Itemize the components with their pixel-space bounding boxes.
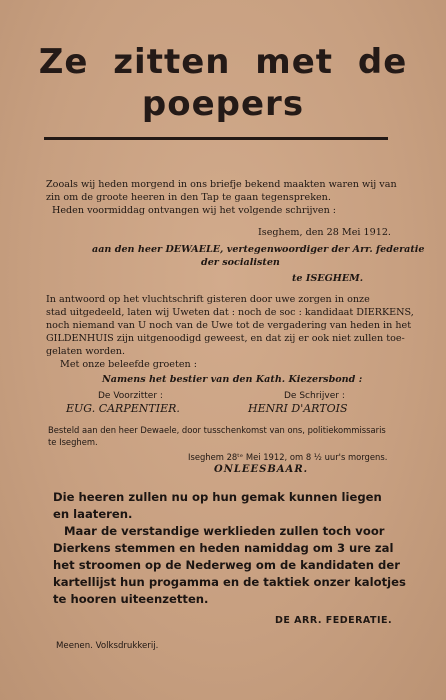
committee: Namens het bestier van den Kath. Kiezersbond : [102,374,363,385]
body-line-5: gelaten worden. [46,346,125,357]
closing-line-6: kartellijst hun progamma en de taktiek onzer kalotjes [53,575,406,589]
intro-line-2: zin om de groote heeren in den Tap te gaan tegenspreken. [46,192,331,203]
chair-name: EUG. CARPENTIER. [66,402,180,415]
delivered-line-1: Besteld aan den heer Dewaele, door tusschenkomst van ons, politiekommissaris [48,425,386,435]
secretary-label: De Schrijver : [284,391,345,401]
secretary-name: HENRI D'ARTOIS [248,402,348,415]
closing-line-5: het stroomen op de Nederweg om de kandidaten der [53,558,400,572]
title-divider [44,137,388,140]
addressee-line-2: der socialisten [201,257,280,268]
federation-signature: DE ARR. FEDERATIE. [275,615,393,626]
closing-line-2: en laateren. [53,507,133,521]
closing-line-4: Dierkens stemmen en heden namiddag om 3 ure zal [53,541,394,555]
chair-label: De Voorzitter : [98,391,163,401]
body-line-1: In antwoord op het vluchtschrift gisteren door uwe zorgen in onze [46,294,370,305]
delivered-date: Iseghem 28ᵗᵉ Mei 1912, om 8 ½ uur's morgens. [188,452,388,462]
delivered-line-2: te Iseghem. [48,437,98,447]
addressee-line-3: te ISEGHEM. [292,273,364,284]
poster-title-line-1: Ze zitten met de [38,42,408,82]
intro-line-3: Heden voormiddag ontvangen wij het volgende schrijven : [52,205,337,216]
body-line-3: noch niemand van U noch van de Uwe tot de vergadering van heden in het [46,320,412,331]
printer-imprint: Meenen. Volksdrukkerij. [56,641,159,651]
illegible-signature: ONLEESBAAR. [214,464,309,475]
greeting: Met onze beleefde groeten : [60,359,197,370]
closing-line-1: Die heeren zullen nu op hun gemak kunnen liegen [53,490,382,504]
poster-title-line-2: poepers [141,84,305,124]
intro-line-1: Zooals wij heden morgend in ons briefje bekend maakten waren wij van [46,179,397,190]
closing-line-3: Maar de verstandige werklieden zullen toch voor [64,524,385,538]
letter-date: Iseghem, den 28 Mei 1912. [258,227,391,238]
body-line-4: GILDENHUIS zijn uitgenoodigd geweest, en dat zij er ook niet zullen toe- [46,333,405,344]
body-line-2: stad uitgedeeld, laten wij Uweten dat : noch de soc : kandidaat DIERKENS, [46,307,414,318]
addressee-line-1: aan den heer DEWAELE, vertegenwoordiger der Arr. federatie [92,244,425,255]
closing-line-7: te hooren uiteenzetten. [53,592,209,606]
